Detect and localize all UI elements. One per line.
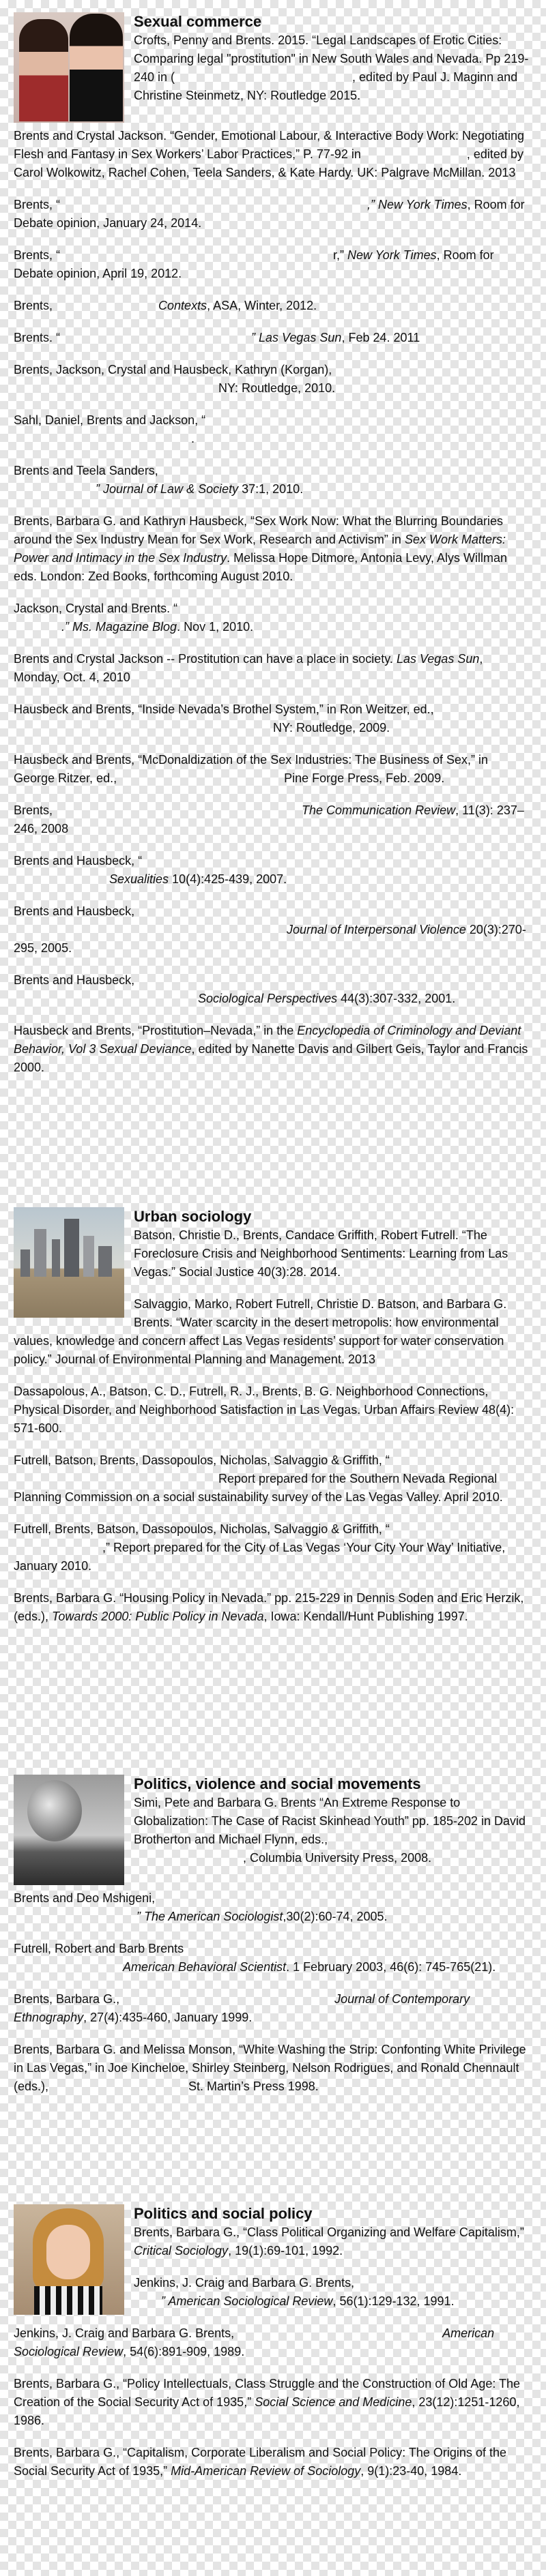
explosion-image [14, 1775, 124, 1885]
list-item: Brents, “ r,” New York Times, Room for Debate opinion, April 19, 2012. [14, 248, 494, 280]
list-item: Futrell, Batson, Brents, Dassopoulos, Nicholas, Salvaggio & Griffith, “ Report prepared for the Southern Nevada Regional Planning Commission on a social sustainability survey of the Las Vegas Valley. April 2010. [14, 1453, 503, 1504]
list-item: Hausbeck and Brents, “McDonaldization of the Sex Industries: The Business of Sex,” in George Ritzer, ed., Pine Forge Press, Feb. 2009. [14, 753, 489, 785]
list-item: Jenkins, J. Craig and Barbara G. Brents, American Sociological Review, 54(6):891-909, 1989. [14, 2326, 495, 2358]
list-item: Simi, Pete and Barbara G. Brents “An Extreme Response to Globalization: The Case of Racist Skinhead Youth” pp. 185-202 in David Brotherton and Michael Flynn, eds., , Columbia University Press, 2008. [134, 1796, 526, 1865]
list-item: Hausbeck and Brents, “Inside Nevada’s Brothel System,” in Ron Weitzer, ed., NY: Routledge, 2009. [14, 702, 434, 735]
list-item: Hausbeck and Brents, “Prostitution–Nevada,” in the Encyclopedia of Criminology and Deviant Behavior, Vol 3 Sexual Deviance, edited by Nanette Davis and Gilbert Geis, Taylor and Francis 2000. [14, 1024, 528, 1074]
list-item: Sahl, Daniel, Brents and Jackson, “ . [14, 413, 206, 445]
list-item: Crofts, Penny and Brents. 2015. “Legal Landscapes of Erotic Cities: Comparing legal "prostitution" in New South Wales and Nevada. Pp 219-240 in ( , edited by Paul J. Maginn and Christine Steinmetz, NY: Routledge 2015. [134, 33, 529, 102]
doll-image [14, 2204, 124, 2315]
list-item: Brents, The Communication Review, 11(3): 237–246, 2008 [14, 803, 524, 835]
list-item: Futrell, Brents, Batson, Dassopoulos, Nicholas, Salvaggio & Griffith, “ ,” Report prepared for the City of Las Vegas ‘Your City Your Way’ Initiative, January 2010. [14, 1522, 506, 1573]
list-item: Brents, Barbara G. “Housing Policy in Nevada.” pp. 215-229 in Dennis Soden and Eric Herzik, (eds.), Towards 2000: Public Policy in Nevada, Iowa: Kendall/Hunt Publishing 1997. [14, 1591, 524, 1623]
section-politics-violence [14, 1775, 532, 2109]
section-title: Politics and social policy [134, 2205, 313, 2222]
list-item: Brents and Crystal Jackson. “Gender, Emotional Labour, & Interactive Body Work: Negotiating Flesh and Fantasy in Sex Workers’ Labor Practices,” P. 77-92 in , edited by Carol Wolkowitz, Rachel Cohen, Teela Sanders, & Kate Hardy. UK: Palgrave McMillan. 2013 [14, 129, 525, 179]
list-item: Brents, Barbara G., “Class Political Organizing and Welfare Capitalism,” Critical Sociology, 19(1):69-101, 1992. [134, 2225, 524, 2257]
list-item: Jackson, Crystal and Brents. “ .” Ms. Magazine Blog. Nov 1, 2010. [14, 602, 254, 634]
list-item: Batson, Christie D., Brents, Candace Griffith, Robert Futrell. “The Foreclosure Crisis and Neighborhood Sentiments: Learning from Las Vegas.” Social Justice 40(3):28. 2014. [134, 1228, 508, 1279]
list-item: Brents and Hausbeck, Journal of Interpersonal Violence 20(3):270-295, 2005. [14, 904, 526, 955]
list-item: Brents and Hausbeck, Sociological Perspectives 44(3):307-332, 2001. [14, 973, 456, 1005]
entry-list [14, 31, 532, 1077]
section-title: Sexual commerce [134, 13, 262, 30]
city-skyline-image [14, 1207, 124, 1318]
list-item: Brents. “ ” Las Vegas Sun, Feb 24. 2011 [14, 331, 420, 344]
list-item: Brents and Deo Mshigeni, ” The American Sociologist,30(2):60-74, 2005. [14, 1891, 388, 1923]
list-item: Salvaggio, Marko, Robert Futrell, Christie D. Batson, and Barbara G. Brents. “Water scarcity in the desert metropolis: how environmental values, knowledge and concern affect Las Vegas residents’ support for water conservation policy.” Journal of Environmental Planning and Management. 2013 [14, 1297, 507, 1366]
section-title: Urban sociology [134, 1208, 252, 1225]
section-urban-sociology [14, 1207, 532, 1640]
list-item: Brents, Jackson, Crystal and Hausbeck, Kathryn (Korgan), NY: Routledge, 2010. [14, 363, 336, 395]
list-item: Jenkins, J. Craig and Barbara G. Brents, ” American Sociological Review, 56(1):129-132, 1991. [134, 2276, 455, 2308]
list-item: Brents, Barbara G., “Capitalism, Corporate Liberalism and Social Policy: The Origins of the Social Security Act of 1935,” Mid-American Review of Sociology, 9(1):23-40, 1984. [14, 2446, 506, 2478]
list-item: Brents and Hausbeck, “ Sexualities 10(4):425-439, 2007. [14, 854, 287, 886]
list-item: Brents and Teela Sanders, ” Journal of Law & Society 37:1, 2010. [14, 464, 304, 496]
people-portrait-image [14, 12, 124, 123]
list-item: Brents and Crystal Jackson -- Prostitution can have a place in society. Las Vegas Sun, Monday, Oct. 4, 2010 [14, 652, 483, 684]
list-item: Brents, Barbara G., Journal of Contemporary Ethnography, 27(4):435-460, January 1999. [14, 1992, 470, 2024]
list-item: Brents, “ ,” New York Times, Room for Debate opinion, January 24, 2014. [14, 198, 525, 230]
section-politics-policy [14, 2204, 532, 2494]
section-sexual-commerce [14, 12, 532, 1091]
list-item: Brents, Barbara G., “Policy Intellectuals, Class Struggle and the Construction of Old Age: The Creation of the Social Security Act of 1935,” Social Science and Medicine, 23(12):1251-1260, 1986. [14, 2377, 521, 2427]
section-title: Politics, violence and social movements [134, 1775, 421, 1792]
list-item: Brents, Barbara G. and Kathryn Hausbeck, “Sex Work Now: What the Blurring Boundaries around the Sex Industry Mean for Sex Work, Research and Activism” in Sex Work Matters: Power and Intimacy in the Sex Industry. Melissa Hope Ditmore, Antonia Levy, Alys Willman eds. London: Zed Books, forthcoming August 2010. [14, 514, 507, 583]
list-item: Futrell, Robert and Barb Brents American Behavioral Scientist. 1 February 2003, 46(6): 745-765(21). [14, 1942, 496, 1974]
list-item: Dassapolous, A., Batson, C. D., Futrell, R. J., Brents, B. G. Neighborhood Connections, Physical Disorder, and Neighborhood Satisfaction in Las Vegas. Urban Affairs Review 48(4): 571-600. [14, 1385, 515, 1435]
list-item: Brents, Barbara G. and Melissa Monson, “White Washing the Strip: Confonting White Privilege in Las Vegas,” in Joe Kincheloe, Shirley Steinberg, Nelson Rodrigues, and Ronald Chennault (eds.), St. Martin’s Press 1998. [14, 2043, 526, 2093]
list-item: Brents, Contexts, ASA, Winter, 2012. [14, 299, 317, 312]
